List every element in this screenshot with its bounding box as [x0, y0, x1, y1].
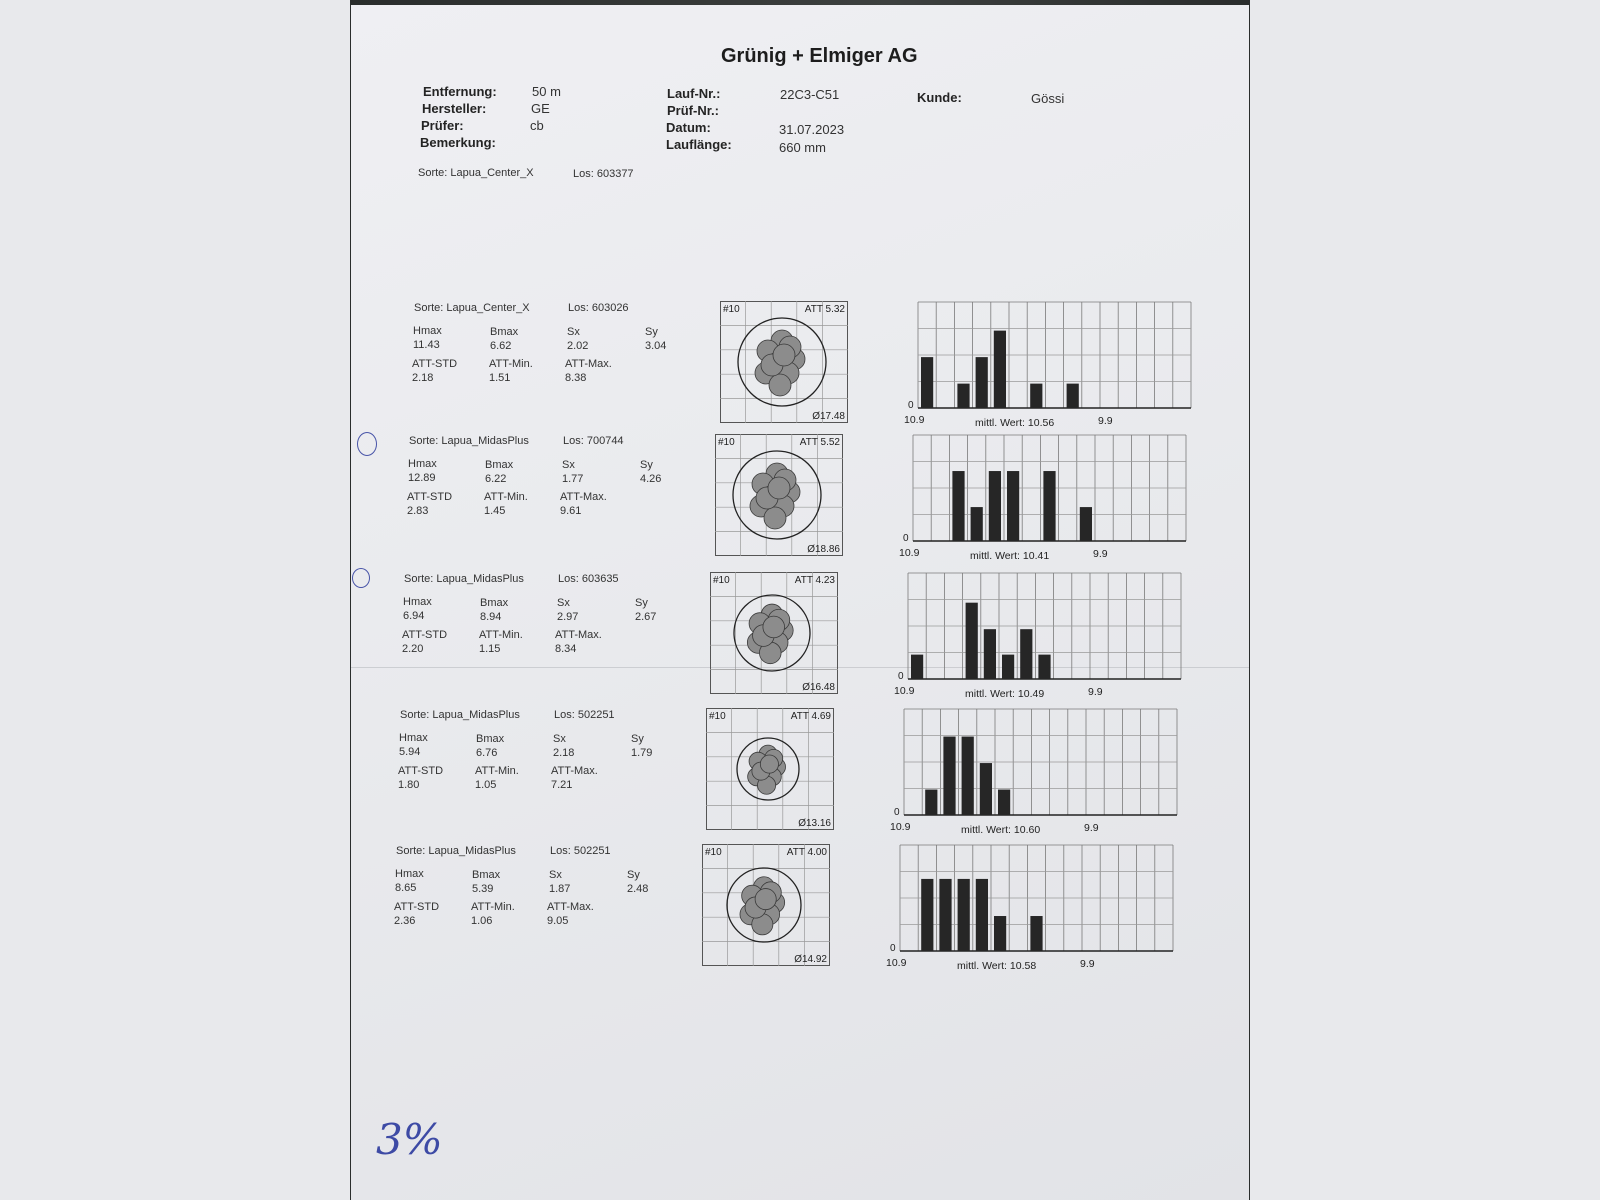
axis-zero: 0: [898, 671, 904, 682]
histogram: [891, 573, 1181, 713]
shot-hole: [768, 477, 790, 499]
axis-right-label: 9.9: [1093, 548, 1108, 560]
stat-att-min-value: 1.45: [484, 505, 506, 517]
att-value: ATT 5.32: [804, 304, 845, 315]
handwritten-circle-mark: [357, 432, 377, 456]
datum-value: 31.07.2023: [779, 122, 845, 137]
shot-hole: [769, 374, 791, 396]
stat-att-max: [560, 490, 607, 518]
hersteller-value: GE: [531, 101, 550, 116]
stat-bmax-value: 6.22: [485, 473, 507, 485]
stat-att-min-value: 1.51: [489, 372, 511, 384]
mean-value: mittl. Wert: 10.49: [965, 688, 1045, 700]
stat-att-std-label: ATT-STD: [398, 765, 444, 777]
stat-hmax-label: Hmax: [413, 325, 442, 337]
stat-att-std: [394, 900, 439, 928]
stat-sy-label: Sy: [631, 733, 644, 745]
stat-att-max: [551, 764, 598, 792]
stat-sy-value: 1.79: [631, 747, 653, 759]
stat-bmax: [480, 596, 508, 624]
stat-att-min-label: ATT-Min.: [489, 358, 533, 370]
stat-hmax-value: 6.94: [403, 610, 425, 622]
hist-bar: [962, 737, 974, 815]
stat-hmax: [399, 731, 428, 759]
stat-att-std-label: ATT-STD: [412, 358, 458, 370]
stat-hmax-label: Hmax: [403, 596, 432, 608]
shot-hole: [760, 755, 778, 773]
kunde-value: Gössi: [1031, 91, 1065, 106]
stat-sx-label: Sx: [567, 326, 580, 338]
mean-value: mittl. Wert: 10.56: [975, 417, 1055, 429]
target-plot: [720, 301, 848, 423]
ring-label: #10: [718, 437, 735, 448]
axis-right-label: 9.9: [1088, 686, 1103, 698]
axis-right-label: 9.9: [1084, 822, 1099, 834]
hersteller-label: Hersteller:: [422, 101, 487, 116]
hist-bar: [1020, 629, 1032, 679]
target-plot: [702, 844, 830, 966]
hist-bar: [994, 916, 1006, 951]
axis-left-label: 10.9: [899, 547, 920, 559]
hist-bar: [925, 790, 937, 815]
hist-bar: [976, 879, 988, 951]
stat-sy: [631, 732, 652, 760]
stat-bmax-label: Bmax: [480, 597, 509, 609]
stat-bmax: [485, 458, 513, 486]
ring-label: #10: [713, 575, 730, 586]
stat-sx-label: Sx: [553, 733, 566, 745]
mean-value: mittl. Wert: 10.60: [961, 824, 1041, 836]
histogram: [901, 302, 1191, 442]
hist-bar: [1043, 471, 1055, 541]
hist-bar: [989, 471, 1001, 541]
stat-att-std: [398, 764, 443, 792]
hist-bar: [1030, 916, 1042, 951]
stat-hmax-label: Hmax: [395, 868, 424, 880]
entfernung-value: 50 m: [532, 84, 561, 99]
hist-bar: [911, 655, 923, 679]
stat-sx: [549, 868, 570, 896]
axis-left-label: 10.9: [904, 414, 925, 426]
stat-sx-label: Sx: [557, 597, 570, 609]
stat-sx-label: Sx: [562, 459, 575, 471]
stat-hmax: [395, 867, 424, 895]
stat-sy-label: Sy: [645, 326, 658, 338]
stat-hmax-value: 11.43: [413, 339, 440, 351]
stat-att-max-label: ATT-Max.: [555, 629, 602, 641]
stat-hmax-value: 12.89: [408, 472, 436, 484]
stat-hmax: [413, 324, 442, 352]
hist-bar: [1067, 384, 1079, 408]
group-diameter: Ø18.86: [807, 544, 840, 555]
handwritten-note: 3%: [376, 1115, 443, 1164]
first-sorte: Sorte: Lapua_Center_X: [418, 167, 534, 179]
hist-bar: [952, 471, 964, 541]
shot-hole: [773, 344, 795, 366]
stat-sy-value: 2.48: [627, 883, 649, 895]
histogram: [883, 845, 1173, 985]
hist-bar: [958, 879, 970, 951]
stat-sy-value: 4.26: [640, 473, 662, 485]
stat-att-max-label: ATT-Max.: [547, 901, 594, 913]
shot-hole: [763, 616, 785, 638]
hist-bar: [1030, 384, 1042, 408]
axis-zero: 0: [894, 807, 900, 818]
stat-sx-value: 2.02: [567, 340, 589, 352]
hist-bar: [921, 879, 933, 951]
stat-bmax-value: 6.62: [490, 340, 512, 352]
stat-sx: [557, 596, 578, 624]
entfernung-label: Entfernung:: [423, 84, 497, 99]
stat-hmax-label: Hmax: [399, 732, 428, 744]
stat-att-max-value: 9.05: [547, 915, 569, 927]
stat-hmax: [408, 457, 437, 485]
hist-bar: [966, 603, 978, 679]
shot-hole: [764, 507, 786, 529]
test-los: Los: 603635: [558, 573, 619, 585]
test-sorte: Sorte: Lapua_Center_X: [414, 302, 530, 314]
hist-bar: [939, 879, 951, 951]
stat-bmax-label: Bmax: [490, 326, 519, 338]
att-value: ATT 5.52: [799, 437, 840, 448]
datum-label: Datum:: [666, 120, 711, 135]
stat-sx-value: 1.87: [549, 883, 571, 895]
stat-att-std-label: ATT-STD: [394, 901, 440, 913]
pruefer-value: cb: [530, 118, 544, 133]
company-title: Grünig + Elmiger AG: [721, 45, 918, 67]
stat-bmax-label: Bmax: [472, 869, 501, 881]
lauf-nr-label: Lauf-Nr.:: [667, 86, 721, 101]
stat-sx: [553, 732, 574, 760]
histogram: [887, 709, 1177, 849]
pruef-nr-label: Prüf-Nr.:: [667, 103, 719, 118]
stat-sx-value: 2.97: [557, 611, 579, 623]
stat-att-std-value: 2.20: [402, 643, 424, 655]
stat-att-std-value: 2.18: [412, 372, 434, 384]
bemerkung-label: Bemerkung:: [420, 135, 496, 150]
test-los: Los: 502251: [554, 709, 615, 721]
stat-hmax-value: 5.94: [399, 746, 421, 758]
test-sorte: Sorte: Lapua_MidasPlus: [409, 435, 529, 447]
test-los: Los: 603026: [568, 302, 629, 314]
hist-bar: [998, 790, 1010, 815]
hist-bar: [1080, 507, 1092, 541]
stat-bmax-value: 5.39: [472, 883, 494, 895]
stat-att-min-value: 1.15: [479, 643, 501, 655]
group-diameter: Ø13.16: [798, 818, 831, 829]
axis-zero: 0: [890, 943, 896, 954]
hist-bar: [1007, 471, 1019, 541]
stat-sy-value: 3.04: [645, 340, 667, 352]
lauf-nr-value: 22C3-C51: [780, 87, 840, 102]
axis-zero: 0: [903, 533, 909, 544]
axis-right-label: 9.9: [1098, 415, 1113, 427]
stat-sy-value: 2.67: [635, 611, 657, 623]
hist-bar: [980, 763, 992, 815]
axis-left-label: 10.9: [894, 685, 915, 697]
stat-att-max-value: 8.34: [555, 643, 577, 655]
lauflaenge-value: 660 mm: [779, 140, 826, 155]
stat-att-max-value: 9.61: [560, 505, 582, 517]
hist-bar: [943, 737, 955, 815]
att-value: ATT 4.69: [790, 711, 831, 722]
stat-att-min: [489, 357, 533, 385]
stat-att-min: [471, 900, 515, 928]
stat-hmax-label: Hmax: [408, 458, 437, 470]
stat-att-max: [565, 357, 612, 385]
stat-att-max-label: ATT-Max.: [551, 765, 598, 777]
stat-bmax: [490, 325, 518, 353]
lauflaenge-label: Lauflänge:: [666, 137, 732, 152]
stat-sx-label: Sx: [549, 869, 562, 881]
stat-att-max: [547, 900, 594, 928]
axis-left-label: 10.9: [886, 957, 907, 969]
stat-sy: [635, 596, 656, 624]
hist-bar: [984, 629, 996, 679]
kunde-label: Kunde:: [917, 90, 962, 105]
stat-att-max-value: 8.38: [565, 372, 587, 384]
stat-att-min-label: ATT-Min.: [484, 491, 528, 503]
stat-sx: [562, 458, 583, 486]
hist-bar: [971, 507, 983, 541]
stat-att-min: [475, 764, 519, 792]
test-sorte: Sorte: Lapua_MidasPlus: [400, 709, 520, 721]
target-plot: [710, 572, 838, 694]
stat-att-max-value: 7.21: [551, 779, 573, 791]
stat-att-std: [412, 357, 457, 385]
stat-sy: [645, 325, 666, 353]
stat-sy-label: Sy: [640, 459, 653, 471]
stat-sx: [567, 325, 588, 353]
axis-right-label: 9.9: [1080, 958, 1095, 970]
stat-att-min-label: ATT-Min.: [479, 629, 523, 641]
ring-label: #10: [705, 847, 722, 858]
stat-att-min-value: 1.06: [471, 915, 493, 927]
hist-bar: [921, 357, 933, 408]
stat-att-std: [407, 490, 452, 518]
stat-att-min: [479, 628, 523, 656]
stat-att-std-value: 1.80: [398, 779, 420, 791]
stat-sy-label: Sy: [635, 597, 648, 609]
stat-att-min-label: ATT-Min.: [471, 901, 515, 913]
stat-att-min-value: 1.05: [475, 779, 497, 791]
hist-bar: [1002, 655, 1014, 679]
stat-sy: [640, 458, 661, 486]
stat-att-std: [402, 628, 447, 656]
handwritten-circle-mark: [352, 568, 370, 588]
mean-value: mittl. Wert: 10.58: [957, 960, 1037, 972]
test-los: Los: 502251: [550, 845, 611, 857]
group-diameter: Ø16.48: [802, 682, 835, 693]
test-sorte: Sorte: Lapua_MidasPlus: [396, 845, 516, 857]
group-diameter: Ø17.48: [812, 411, 845, 422]
test-sorte: Sorte: Lapua_MidasPlus: [404, 573, 524, 585]
stat-bmax-label: Bmax: [485, 459, 514, 471]
first-los: Los: 603377: [573, 168, 634, 180]
stat-att-min: [484, 490, 528, 518]
axis-left-label: 10.9: [890, 821, 911, 833]
axis-zero: 0: [908, 400, 914, 411]
stat-att-max: [555, 628, 602, 656]
group-diameter: Ø14.92: [794, 954, 827, 965]
hist-bar: [1038, 655, 1050, 679]
stat-sx-value: 2.18: [553, 747, 575, 759]
mean-value: mittl. Wert: 10.41: [970, 550, 1050, 562]
test-los: Los: 700744: [563, 435, 624, 447]
stat-att-std-label: ATT-STD: [402, 629, 448, 641]
stat-bmax-value: 6.76: [476, 747, 498, 759]
stat-att-std-value: 2.83: [407, 505, 429, 517]
stat-sx-value: 1.77: [562, 473, 584, 485]
stat-bmax: [472, 868, 500, 896]
ring-label: #10: [723, 304, 740, 315]
target-plot: [715, 434, 843, 556]
stat-bmax: [476, 732, 504, 760]
histogram: [896, 435, 1186, 575]
stat-hmax-value: 8.65: [395, 882, 417, 894]
stat-att-min-label: ATT-Min.: [475, 765, 519, 777]
hist-bar: [976, 357, 988, 408]
hist-bar: [957, 384, 969, 408]
stat-att-std-value: 2.36: [394, 915, 416, 927]
att-value: ATT 4.00: [786, 847, 827, 858]
pruefer-label: Prüfer:: [421, 118, 464, 133]
stat-hmax: [403, 595, 432, 623]
stat-att-max-label: ATT-Max.: [565, 358, 612, 370]
target-plot: [706, 708, 834, 830]
hist-bar: [994, 331, 1006, 408]
stat-att-std-label: ATT-STD: [407, 491, 453, 503]
att-value: ATT 4.23: [794, 575, 835, 586]
shot-hole: [755, 889, 776, 910]
stat-bmax-label: Bmax: [476, 733, 505, 745]
stat-sy-label: Sy: [627, 869, 640, 881]
stat-att-max-label: ATT-Max.: [560, 491, 607, 503]
test-report-sheet: [351, 5, 1249, 1200]
stat-sy: [627, 868, 648, 896]
stat-bmax-value: 8.94: [480, 611, 502, 623]
ring-label: #10: [709, 711, 726, 722]
